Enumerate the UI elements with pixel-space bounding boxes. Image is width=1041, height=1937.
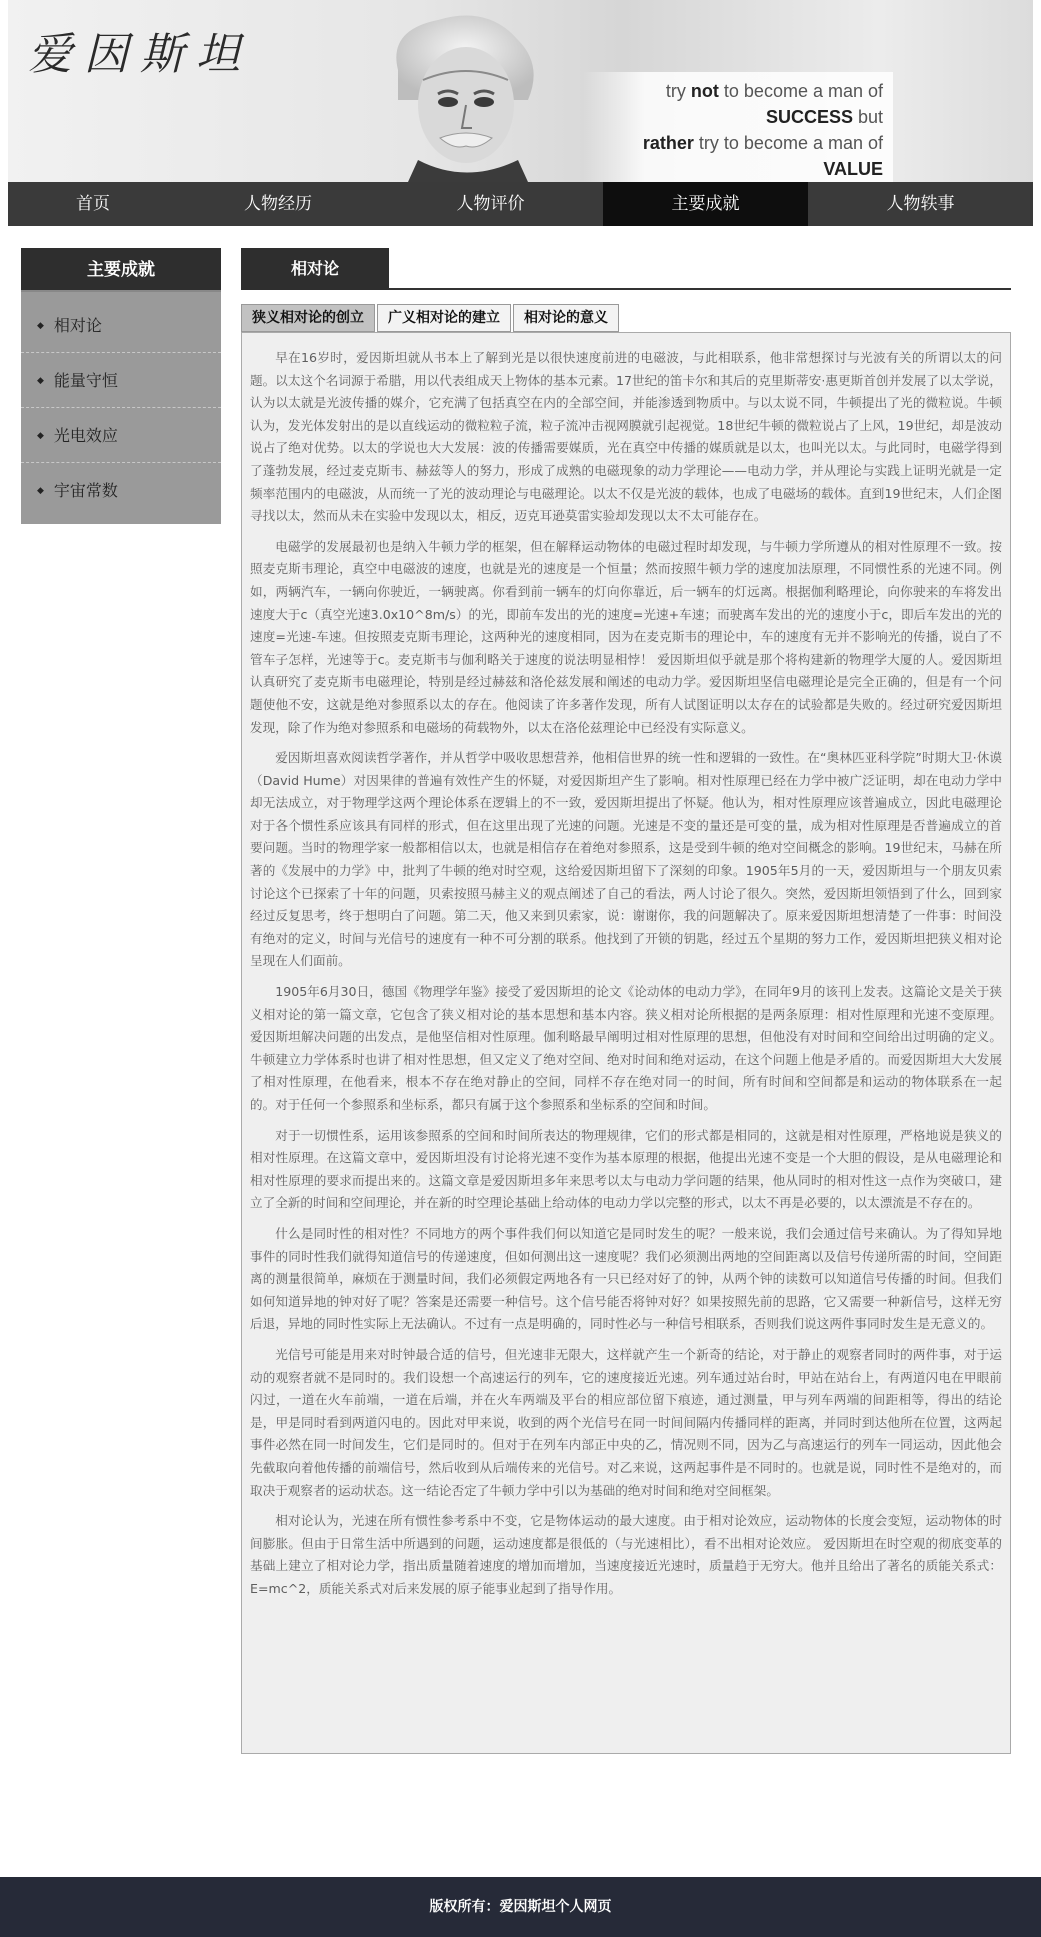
sidebar-list xyxy=(21,292,221,524)
diamond-bullet-icon: ◆ xyxy=(37,486,44,496)
tab-general-relativity[interactable]: 广义相对论的建立 xyxy=(377,304,511,332)
sidebar-item-label: 相对论 xyxy=(53,316,102,335)
section-header xyxy=(241,248,1011,290)
article-paragraph: 相对论认为，光速在所有惯性参考系中不变，它是物体运动的最大速度。由于相对论效应，运动物体的长度会变短，运动物体的时间膨胀。但由于日常生活中所遇到的问题，运动速度都是很低的（与光速相比），看不出相对论效应。 爱因斯坦在时空观的彻底变革的基础上建立了相对论力学，指出质量随着速度的增加而增加，当速度接近光速时，质量趋于无穷大。他并且给出了著名的质能关系式：E=mc^2，质能关系式对后来发展的原子能事业起到了指导作用。 xyxy=(250,1513,1002,1596)
header-banner xyxy=(8,0,1033,182)
site-logo: 爱因斯坦 xyxy=(28,29,252,80)
article-paragraph: 1905年6月30日，德国《物理学年鉴》接受了爱因斯坦的论文《论动体的电动力学》，在同年9月的该刊上发表。这篇论文是关于狭义相对论的第一篇文章，它包含了狭义相对论的基本思想和基本内容。狭义相对论所根据的是两条原理：相对性原理和光速不变原理。爱因斯坦解决问题的出发点，是他坚信相对性原理。伽利略最早阐明过相对性原理的思想，但他没有对时间和空间给出过明确的定义。牛顿建立力学体系时也讲了相对性思想，但又定义了绝对空间、绝对时间和绝对运动，在这个问题上他是矛盾的。而爱因斯坦大大发展了相对性原理，在他看来，根本不存在绝对静止的空间，同样不存在绝对同一的时间，所有时间和空间都是和运动的物体联系在一起的。对于任何一个参照系和坐标系，都只有属于这个参照系和坐标系的空间和时间。 xyxy=(250,984,1002,1112)
nav-achievements[interactable]: 主要成就 xyxy=(603,182,808,226)
copyright-text: 版权所有：爱因斯坦个人网页 xyxy=(429,1899,612,1915)
nav-anecdotes[interactable]: 人物轶事 xyxy=(886,194,955,214)
diamond-bullet-icon: ◆ xyxy=(37,376,44,386)
nav-biography[interactable]: 人物经历 xyxy=(244,194,312,214)
sidebar-item-label: 能量守恒 xyxy=(53,371,118,390)
article-body xyxy=(241,332,1011,1754)
article-paragraph: 早在16岁时，爱因斯坦就从书本上了解到光是以很快速度前进的电磁波，与此相联系，他非常想探讨与光波有关的所谓以太的问题。以太这个名词源于希腊，用以代表组成天上物体的基本元素。17世纪的笛卡尔和其后的克里斯蒂安·惠更斯首创并发展了以太学说，认为以太就是光波传播的媒介，它充满了包括真空在内的全部空间，并能渗透到物质中。与以太说不同，牛顿提出了光的微粒说。牛顿认为，发光体发射出的是以直线运动的微粒粒子流，粒子流冲击视网膜就引起视觉。18世纪牛顿的微粒说占了上风，19世纪，却是波动说占了绝对优势。以太的学说也大大发展：波的传播需要媒质，光在真空中传播的媒质就是以太，也叫光以太。与此同时，电磁学得到了蓬勃发展，经过麦克斯韦、赫兹等人的努力，形成了成熟的电磁现象的动力学理论——电动力学，并从理论与实践上证明光就是一定频率范围内的电磁波，从而统一了光的波动理论与电磁理论。以太不仅是光波的载体，也成了电磁场的载体。直到19世纪末，人们企图寻找以太，然而从未在实验中发现以太，相反，迈克耳逊莫雷实验却发现以太不太可能存在。 xyxy=(250,350,1002,524)
einstein-portrait xyxy=(378,10,548,182)
sidebar-title: 主要成就 xyxy=(21,248,221,292)
sidebar-item-label: 光电效应 xyxy=(53,426,118,445)
footer xyxy=(0,1877,1041,1937)
content-tabs xyxy=(241,304,1011,332)
sidebar-item-energy-conservation[interactable] xyxy=(21,353,221,408)
tab-special-relativity[interactable]: 狭义相对论的创立 xyxy=(241,304,375,332)
main-nav xyxy=(8,182,1033,226)
article-paragraph: 电磁学的发展最初也是纳入牛顿力学的框架，但在解释运动物体的电磁过程时却发现，与牛顿力学所遵从的相对性原理不一致。按照麦克斯韦理论，真空中电磁波的速度，也就是光的速度是一个恒量；然而按照牛顿力学的速度加法原理，不同惯性系的光速不同。例如，两辆汽车，一辆向你驶近，一辆驶离。你看到前一辆车的灯向你靠近，后一辆车的灯远离。根据伽利略理论，向你驶来的车将发出速度大于c（真空光速3.0x10^8m/s）的光，即前车发出的光的速度=光速+车速；而驶离车发出的光的速度小于c，即后车发出的光的速度=光速-车速。但按照麦克斯韦理论，这两种光的速度相同，因为在麦克斯韦的理论中，车的速度有无并不影响光的传播，说白了不管车子怎样，光速等于c。麦克斯韦与伽利略关于速度的说法明显相悖！ 爱因斯坦似乎就是那个将构建新的物理学大厦的人。爱因斯坦认真研究了麦克斯韦电磁理论，特别是经过赫兹和洛伦兹发展和阐述的电动力学。爱因斯坦坚信电磁理论是完全正确的，但是有一个问题使他不安，这就是绝对参照系以太的存在。他阅读了许多著作发现，所有人试图证明以太存在的试验都是失败的。经过研究爱因斯坦发现，除了作为绝对参照系和电磁场的荷载物外，以太在洛伦兹理论中已经没有实际意义。 xyxy=(250,538,1002,735)
sidebar-item-label: 宇宙常数 xyxy=(53,481,118,500)
diamond-bullet-icon: ◆ xyxy=(37,431,44,441)
sidebar-item-photoelectric-effect[interactable] xyxy=(21,408,221,463)
section-title: 相对论 xyxy=(241,248,389,290)
main-content xyxy=(241,248,1011,1754)
article-paragraph: 光信号可能是用来对时钟最合适的信号，但光速非无限大，这样就产生一个新奇的结论，对于静止的观察者同时的两件事，对于运动的观察者就不是同时的。我们设想一个高速运行的列车，它的速度接近光速。列车通过站台时，甲站在站台上，有两道闪电在甲眼前闪过，一道在火车前端，一道在后端，并在火车两端及平台的相应部位留下痕迹，通过测量，甲与列车两端的间距相等，得出的结论是，甲是同时看到两道闪电的。因此对甲来说，收到的两个光信号在同一时间间隔内传播同样的距离，并同时到达他所在位置，这两起事件必然在同一时间发生，它们是同时的。但对于在列车内部正中央的乙，情况则不同，因为乙与高速运行的列车一同运动，因此他会先截取向着他传播的前端信号，然后收到从后端传来的光信号。对乙来说，这两起事件是不同时的。也就是说，同时性不是绝对的，而取决于观察者的运动状态。这一结论否定了牛顿力学中引以为基础的绝对时间和绝对空间框架。 xyxy=(250,1346,1002,1498)
sidebar xyxy=(21,248,221,524)
article-paragraph: 对于一切惯性系，运用该参照系的空间和时间所表达的物理规律，它们的形式都是相同的，这就是相对性原理，严格地说是狭义的相对性原理。在这篇文章中，爱因斯坦没有讨论将光速不变作为基本原理的根据，他提出光速不变是一个大胆的假设，是从电磁理论和相对性原理的要求而提出来的。这篇文章是爱因斯坦多年来思考以太与电动力学问题的结果，他从同时的相对性这一点作为突破口，建立了全新的时间和空间理论，并在新的时空理论基础上给动体的电动力学以完整的形式，以太不再是必要的，以太漂流是不存在的。 xyxy=(250,1127,1002,1211)
nav-home[interactable]: 首页 xyxy=(76,194,110,214)
article-paragraph: 什么是同时性的相对性？不同地方的两个事件我们何以知道它是同时发生的呢？一般来说，我们会通过信号来确认。为了得知异地事件的同时性我们就得知道信号的传递速度，但如何测出这一速度呢？我们必须测出两地的空间距离以及信号传递所需的时间，空间距离的测量很简单，麻烦在于测量时间，我们必须假定两地各有一只已经对好了的钟，从两个钟的读数可以知道信号传播的时间。但我们如何知道异地的钟对好了呢？答案是还需要一种信号。这个信号能否将钟对好？如果按照先前的思路，它又需要一种新信号，这样无穷后退，异地的同时性实际上无法确认。不过有一点是明确的，同时性必与一种信号相联系，否则我们说这两件事同时发生是无意义的。 xyxy=(250,1225,1002,1332)
sidebar-item-cosmological-constant[interactable] xyxy=(21,463,221,518)
nav-evaluation[interactable]: 人物评价 xyxy=(456,194,525,214)
diamond-bullet-icon: ◆ xyxy=(37,321,44,331)
article-paragraph: 爱因斯坦喜欢阅读哲学著作，并从哲学中吸收思想营养，他相信世界的统一性和逻辑的一致性。在“奥林匹亚科学院”时期大卫·休谟（David Hume）对因果律的普遍有效性产生的怀疑，对爱因斯坦产生了影响。相对性原理已经在力学中被广泛证明，却在电动力学中却无法成立，对于物理学这两个理论体系在逻辑上的不一致，爱因斯坦提出了怀疑。他认为，相对性原理应该普遍成立，因此电磁理论对于各个惯性系应该具有同样的形式，但在这里出现了光速的问题。光速是不变的量还是可变的量，成为相对性原理是否普遍成立的首要问题。当时的物理学家一般都相信以太，也就是相信存在着绝对参照系，这是受到牛顿的绝对空间概念的影响。19世纪末，马赫在所著的《发展中的力学》中，批判了牛顿的绝对时空观，这给爱因斯坦留下了深刻的印象。1905年5月的一天，爱因斯坦与一个朋友贝索讨论这个已探索了十年的问题，贝索按照马赫主义的观点阐述了自己的看法，两人讨论了很久。突然，爱因斯坦领悟到了什么，回到家经过反复思考，终于想明白了问题。第二天，他又来到贝索家，说：谢谢你，我的问题解决了。原来爱因斯坦想清楚了一件事：时间没有绝对的定义，时间与光信号的速度有一种不可分割的联系。他找到了开锁的钥匙，经过五个星期的努力工作，爱因斯坦把狭义相对论呈现在人们面前。 xyxy=(250,750,1002,969)
sidebar-item-relativity[interactable] xyxy=(21,298,221,353)
tab-significance[interactable]: 相对论的意义 xyxy=(513,304,619,332)
slogan: try not to become a man of SUCCESS but rather try to become a man of VALUE xyxy=(583,72,893,182)
